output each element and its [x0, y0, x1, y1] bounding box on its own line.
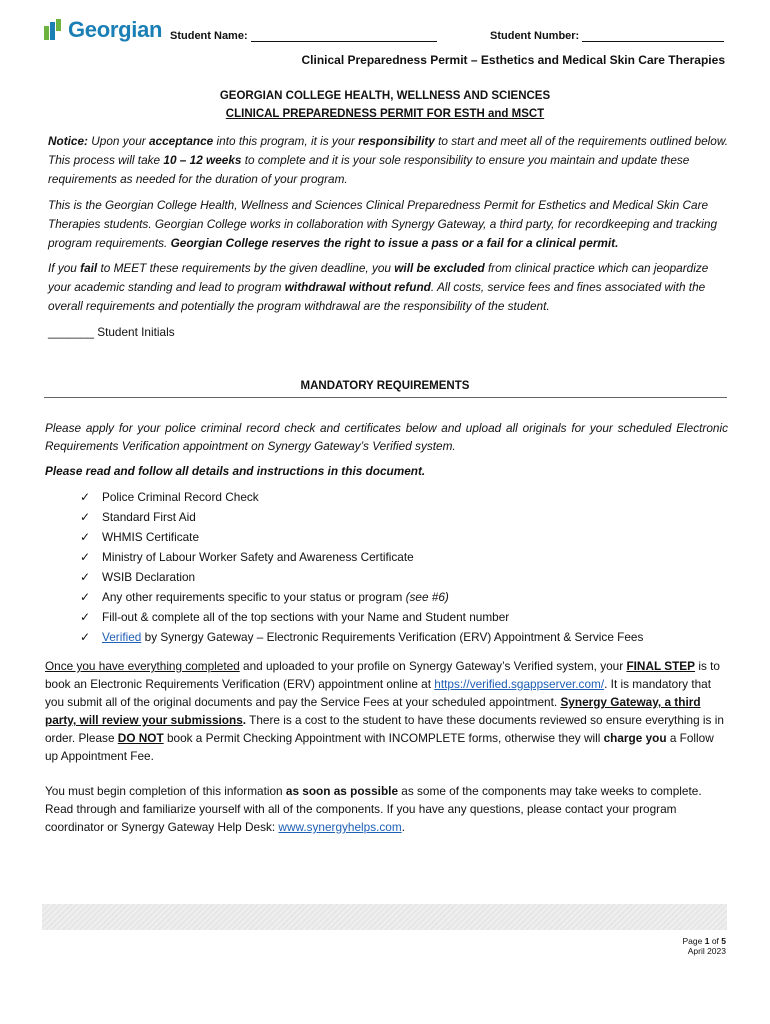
- synergy-helpdesk-link[interactable]: www.synergyhelps.com: [278, 820, 402, 834]
- student-initials-field[interactable]: _______ Student Initials: [48, 325, 175, 339]
- revision-date: April 2023: [687, 946, 726, 956]
- logo-wordmark: Georgian: [68, 17, 163, 42]
- checkmark-icon: ✓: [80, 530, 91, 544]
- list-item: ✓ Standard First Aid: [80, 507, 643, 527]
- requirements-checklist: [80, 487, 643, 647]
- permit-title: Clinical Preparedness Permit – Esthetics and Medical Skin Care Therapies: [301, 53, 725, 67]
- mandatory-instruction: Please read and follow all details and instructions in this document.: [45, 464, 426, 478]
- begin-paragraph: You must begin completion of this information as soon as possible as some of the components may take weeks to complete. Read through and familiarize yourself with all of the components. If you have any questions, please contact your program coordinator or Synergy Gateway Help Desk: www.synergyhelps.com.: [45, 784, 702, 834]
- permit-subtitle: CLINICAL PREPAREDNESS PERMIT FOR ESTH and MSCT: [225, 108, 545, 120]
- list-item: ✓ Police Criminal Record Check: [80, 487, 643, 507]
- checkmark-icon: ✓: [80, 590, 91, 604]
- college-title: GEORGIAN COLLEGE HEALTH, WELLNESS AND SCIENCES: [219, 90, 551, 102]
- checkmark-icon: ✓: [80, 550, 91, 564]
- mandatory-intro: Please apply for your police criminal record check and certificates below and upload all originals for your scheduled Electronic Requirements Verification appointment on Synergy Gateway’s Verified system.: [45, 421, 728, 453]
- checkmark-icon: ✓: [80, 510, 91, 524]
- list-item: ✓ Ministry of Labour Worker Safety and Awareness Certificate: [80, 547, 643, 567]
- list-item: ✓ WHMIS Certificate: [80, 527, 643, 547]
- student-number-line[interactable]: [582, 31, 724, 42]
- section-divider: [44, 397, 727, 398]
- permit-description-paragraph: This is the Georgian College Health, Wellness and Sciences Clinical Preparedness Permit for Esthetics and Medical Skin Care Therapies students. Georgian College works in collaboration with Synergy Gateway, a third party, for recordkeeping and tracking program requirements. Georgian College reserves the right to issue a pass or a fail for a clinical permit.: [48, 198, 718, 250]
- page-number: Page 1 of 5: [682, 936, 726, 946]
- booking-paragraph: Once you have everything completed and uploaded to your profile on Synergy Gateway’s Verified system, your FINAL STEP is to book an Electronic Requirements Verification (ERV) appointment online at https://verified.sgappserver.com/. It is mandatory that you submit all of the original documents and pay the Service Fees at your scheduled appointment. Synergy Gateway, a third party, will review your submissions. There is a cost to the student to have these documents reviewed so ensure everything is in order. Please DO NOT book a Permit Checking Appointment with INCOMPLETE forms, otherwise they will charge you a Follow up Appointment Fee.: [45, 659, 724, 763]
- verified-site-link[interactable]: https://verified.sgappserver.com/: [434, 677, 605, 691]
- notice-paragraph: Notice: Upon your acceptance into this program, it is your responsibility to start and meet all of the requirements outlined below. This process will take 10 – 12 weeks to complete and it is your sole responsibility to ensure you maintain and update these requirements as needed for the duration of your program.: [48, 134, 728, 186]
- checkmark-icon: ✓: [80, 610, 91, 624]
- list-item: ✓ Any other requirements specific to your status or program (see #6): [80, 587, 643, 607]
- checkmark-icon: ✓: [80, 630, 91, 644]
- list-item: ✓ Fill-out & complete all of the top sections with your Name and Student number: [80, 607, 643, 627]
- student-name-label: Student Name:: [170, 30, 248, 42]
- student-name-field[interactable]: [170, 30, 437, 42]
- georgian-leaf-icon: [42, 18, 64, 42]
- georgian-logo: [42, 16, 162, 44]
- verified-link[interactable]: Verified: [102, 630, 142, 644]
- page-footer: [683, 936, 727, 956]
- checkmark-icon: ✓: [80, 490, 91, 504]
- list-item: ✓ WSIB Declaration: [80, 567, 643, 587]
- student-number-label: Student Number:: [490, 30, 580, 42]
- mandatory-heading: MANDATORY REQUIREMENTS: [300, 380, 470, 392]
- footer-band: [42, 904, 727, 930]
- deadline-warning-paragraph: If you fail to MEET these requirements by the given deadline, you will be excluded from clinical practice which can jeopardize your academic standing and lead to program withdrawal without refund. All costs, service fees and fines associated with the overall requirements and potentially the program withdrawal are the responsibility of the student.: [48, 261, 709, 313]
- student-number-field[interactable]: [490, 30, 724, 42]
- list-item: ✓ Verified by Synergy Gateway – Electronic Requirements Verification (ERV) Appointment & Service Fees: [80, 627, 643, 647]
- checkmark-icon: ✓: [80, 570, 91, 584]
- student-name-line[interactable]: [251, 31, 437, 42]
